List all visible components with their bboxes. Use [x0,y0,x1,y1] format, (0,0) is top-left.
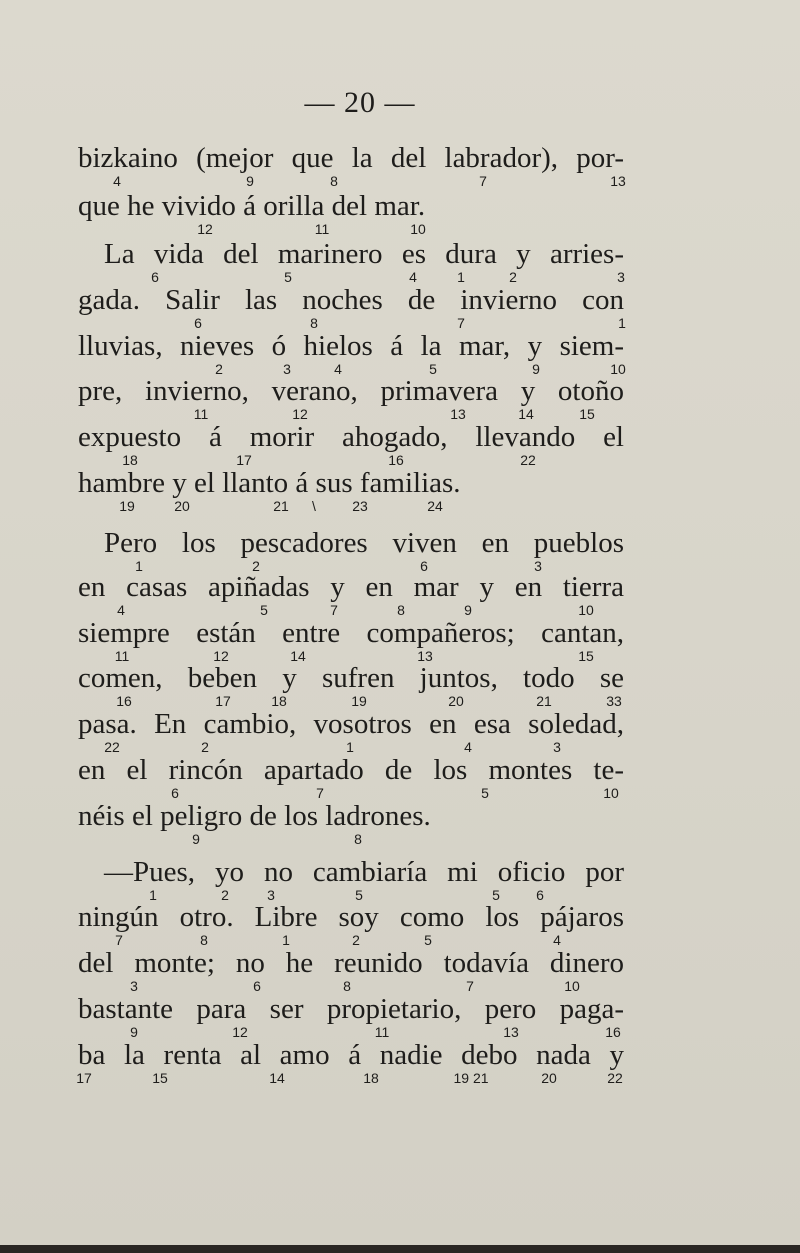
word-order-number: 15 [578,648,594,664]
word-order-number: 3 [283,361,291,377]
word-order-number: 5 [429,361,437,377]
text-line: expuesto á morir ahogado, llevando el [78,421,624,453]
word-order-number: 7 [330,602,338,618]
word-order-number: 2 [352,932,360,948]
word-order-number: 12 [292,406,308,422]
word-order-numbers [0,829,800,849]
word-order-number: 6 [536,887,544,903]
word-order-number: 13 [450,406,466,422]
word-order-number: 14 [290,648,306,664]
word-order-number: 12 [213,648,229,664]
word-order-number: 5 [284,269,292,285]
text-line: gada. Salir las noches de invierno con [78,284,624,316]
word-order-number: 12 [232,1024,248,1040]
word-order-number: 7 [457,315,465,331]
word-order-number: 1 [282,932,290,948]
page-edge [0,1245,800,1253]
word-order-number: 2 [252,558,260,574]
word-order-numbers [0,171,800,191]
word-order-number: 20 [541,1070,557,1086]
word-order-number: 8 [330,173,338,189]
word-order-number: 7 [479,173,487,189]
word-order-number: 2 [215,361,223,377]
word-order-number: 33 [606,693,622,709]
word-order-number: 5 [481,785,489,801]
word-order-number: 5 [492,887,500,903]
word-order-number: 17 [215,693,231,709]
word-order-number: 3 [267,887,275,903]
word-order-numbers [0,1068,800,1088]
text-line: del monte; no he reunido todavía dinero [78,947,624,979]
word-order-number: 4 [553,932,561,948]
word-order-number: 4 [117,602,125,618]
word-order-number: 23 [352,498,368,514]
word-order-number: 5 [260,602,268,618]
text-line: hambre y el llanto á sus familias. [78,467,461,499]
word-order-number: 8 [310,315,318,331]
word-order-number: 11 [114,648,130,664]
text-line: comen, beben y sufren juntos, todo se [78,662,624,694]
word-order-number: 3 [130,978,138,994]
word-order-number: 5 [424,932,432,948]
word-order-number: 11 [314,221,330,237]
text-line: néis el peligro de los ladrones. [78,800,431,832]
word-order-number: 9 [130,1024,138,1040]
word-order-number: 19 21 [453,1070,489,1086]
word-order-number: 1 [135,558,143,574]
word-order-number: 10 [564,978,580,994]
word-order-number: 1 [149,887,157,903]
word-order-number: 8 [397,602,405,618]
text-line: bizkaino (mejor que la del labrador), por- [78,142,624,174]
word-order-number: 6 [253,978,261,994]
word-order-numbers [0,219,800,239]
word-order-number: 3 [617,269,625,285]
word-order-number: 17 [76,1070,92,1086]
word-order-number: 16 [388,452,404,468]
word-order-number: 11 [374,1024,390,1040]
word-order-number: 18 [122,452,138,468]
word-order-number: 14 [518,406,534,422]
text-line: Pero los pescadores viven en pueblos [104,527,624,559]
word-order-number: 24 [427,498,443,514]
word-order-number: 12 [197,221,213,237]
word-order-number: 7 [466,978,474,994]
word-order-number: 1 [346,739,354,755]
word-order-number: 1 [618,315,626,331]
word-order-number: 20 [174,498,190,514]
word-order-number: 13 [417,648,433,664]
word-order-number: 4 [409,269,417,285]
word-order-number: 10 [610,361,626,377]
word-order-number: 8 [200,932,208,948]
page-number: — 20 — [304,86,416,119]
word-order-number: 9 [532,361,540,377]
word-order-number: 4 [334,361,342,377]
word-order-number: 17 [236,452,252,468]
word-order-number: \ [312,498,316,514]
word-order-number: 21 [536,693,552,709]
word-order-number: 7 [115,932,123,948]
word-order-number: 19 [119,498,135,514]
word-order-number: 10 [578,602,594,618]
text-line: lluvias, nieves ó hielos á la mar, y siem- [78,330,624,362]
word-order-number: 6 [151,269,159,285]
word-order-number: 4 [464,739,472,755]
word-order-number: 3 [534,558,542,574]
text-line: en el rincón apartado de los montes te- [78,754,624,786]
text-line: ningún otro. Libre soy como los pájaros [78,901,624,933]
word-order-number: 9 [246,173,254,189]
text-line: —Pues, yo no cambiaría mi oficio por [104,856,624,888]
word-order-number: 1 [457,269,465,285]
word-order-numbers [0,496,800,516]
word-order-number: 21 [273,498,289,514]
word-order-number: 10 [603,785,619,801]
text-line: bastante para ser propietario, pero paga- [78,993,624,1025]
word-order-number: 14 [269,1070,285,1086]
word-order-number: 4 [113,173,121,189]
word-order-number: 16 [116,693,132,709]
text-line: siempre están entre compañeros; cantan, [78,617,624,649]
word-order-number: 16 [605,1024,621,1040]
word-order-number: 8 [343,978,351,994]
word-order-number: 13 [610,173,626,189]
word-order-number: 22 [607,1070,623,1086]
word-order-number: 11 [193,406,209,422]
word-order-number: 10 [410,221,426,237]
word-order-number: 22 [520,452,536,468]
word-order-number: 8 [354,831,362,847]
word-order-number: 2 [221,887,229,903]
word-order-number: 3 [553,739,561,755]
word-order-number: 6 [194,315,202,331]
word-order-number: 2 [509,269,517,285]
text-line: que he vivido á orilla del mar. [78,190,426,222]
word-order-number: 5 [355,887,363,903]
word-order-number: 6 [420,558,428,574]
text-line: La vida del marinero es dura y arries- [104,238,624,270]
word-order-number: 2 [201,739,209,755]
text-line: en casas apiñadas y en mar y en tierra [78,571,624,603]
word-order-number: 22 [104,739,120,755]
word-order-number: 13 [503,1024,519,1040]
word-order-number: 18 [363,1070,379,1086]
word-order-number: 18 [271,693,287,709]
text-line: pasa. En cambio, vosotros en esa soledad, [78,708,624,740]
text-line: ba la renta al amo á nadie debo nada y [78,1039,624,1071]
word-order-number: 9 [192,831,200,847]
word-order-number: 6 [171,785,179,801]
word-order-number: 20 [448,693,464,709]
word-order-number: 15 [579,406,595,422]
word-order-number: 7 [316,785,324,801]
word-order-number: 9 [464,602,472,618]
word-order-number: 19 [351,693,367,709]
text-line: pre, invierno, verano, primavera y otoño [78,375,624,407]
word-order-number: 15 [152,1070,168,1086]
